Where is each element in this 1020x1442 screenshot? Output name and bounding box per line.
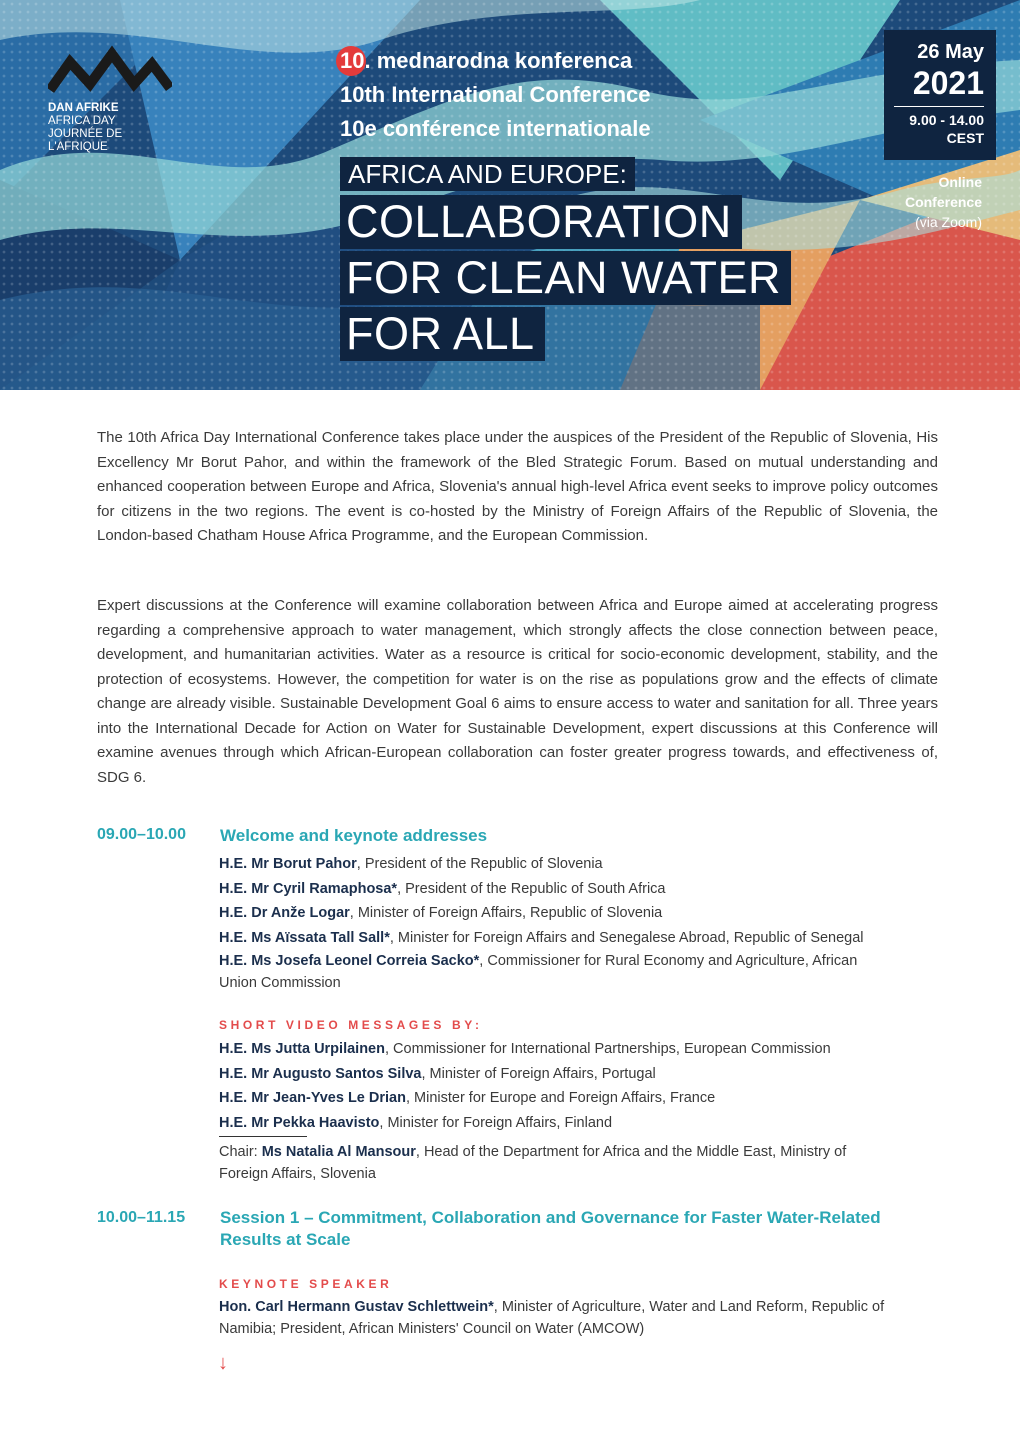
chair-info: Chair: Ms Natalia Al Mansour, Head of the Department for Africa and the Middle East, Ministry of Foreign Affairs, Slovenia	[219, 1144, 847, 1182]
conference-name-fr: 10e conférence internationale	[340, 116, 651, 141]
video-messages-label: SHORT VIDEO MESSAGES BY:	[219, 1018, 483, 1032]
speaker-list-welcome	[219, 852, 919, 994]
intro-paragraph-2: Expert discussions at the Conference will examine collaboration between Africa and Europe aimed at accelerating progress regarding a comprehensive approach to water management, which strongly affects the close connection between peace, development, and humanitarian activities. Water as a resource is critical for socio-economic development, stability, and the protection of ecosystems. However, the competition for water is on the rise as populations grow and the effects of climate change are already visible. Sustainable Development Goal 6 aims to ensure access to water and sanitation for all. Three years into the International Decade for Action on Water for Sustainable Development, expert discussions at this Conference will examine avenues through which African-European collaboration can foster greater progress towards, and effectiveness of, SDG 6.	[97, 597, 938, 786]
logo-text-en: AFRICA DAY	[48, 115, 116, 127]
video-speaker-row: H.E. Mr Jean-Yves Le Drian, Minister for Europe and Foreign Affairs, France	[219, 1090, 716, 1107]
session-time-1: 10.00–11.15	[97, 1209, 186, 1226]
video-speaker-row: H.E. Ms Jutta Urpilainen, Commissioner for International Partnerships, European Commission	[219, 1041, 831, 1057]
conference-name-en: 10th International Conference	[340, 82, 651, 107]
continue-arrow-icon: ↓	[218, 1352, 228, 1374]
date-year: 2021	[912, 65, 984, 101]
speaker-row: H.E. Ms Aïssata Tall Sall*, Minister for Foreign Affairs and Senegalese Abroad, Republic of Senegal	[219, 929, 864, 946]
speaker-row: H.E. Mr Borut Pahor, President of the Republic of Slovenia	[219, 856, 603, 872]
conference-name-sl: 10. mednarodna konferenca	[340, 44, 651, 78]
date-divider	[894, 106, 984, 107]
intro-paragraph-1: The 10th Africa Day International Conference takes place under the auspices of the President of the Republic of Slovenia, His Excellency Mr Borut Pahor, and within the framework of the Bled Strategic Forum. Based on mutual understanding and enhanced cooperation between Europe and Africa, Slovenia's annual high-level Africa event seeks to improve policy outcomes for citizens in the two regions. The event is co-hosted by the Ministry of Foreign Affairs of the Republic of Slovenia, the London-based Chatham House Africa Programme, and the European Commission.	[97, 429, 938, 544]
video-speaker-row: H.E. Mr Augusto Santos Silva, Minister of Foreign Affairs, Portugal	[219, 1065, 656, 1082]
title-line-2: FOR CLEAN WATER	[340, 251, 791, 305]
conference-label: Conference	[904, 194, 982, 210]
zoom-label: (via Zoom)	[915, 214, 982, 230]
video-speaker-row: H.E. Mr Pekka Haavisto, Minister for Foreign Affairs, Finland	[219, 1114, 613, 1131]
conference-number: 10.	[340, 44, 371, 78]
conference-names	[340, 44, 651, 146]
keynote-speaker-label: KEYNOTE SPEAKER	[219, 1277, 393, 1291]
session-title-1: Session 1 – Commitment, Collaboration and Governance for Faster Water-Related Results at Scale	[220, 1208, 881, 1249]
mountains-icon	[48, 44, 172, 96]
online-info	[860, 172, 982, 232]
speaker-row: H.E. Dr Anže Logar, Minister of Foreign Affairs, Republic of Slovenia	[219, 905, 663, 922]
date-box	[884, 30, 996, 160]
keynote-speaker-info: Hon. Carl Hermann Gustav Schlettwein*, Minister of Agriculture, Water and Land Reform, Republic of Namibia; President, African Ministers' Council on Water (AMCOW)	[219, 1299, 885, 1337]
conference-subtitle: AFRICA AND EUROPE:	[340, 157, 635, 191]
video-speaker-list	[219, 1037, 919, 1135]
event-time: 9.00 - 14.00	[909, 112, 984, 128]
event-timezone: CEST	[946, 130, 984, 146]
logo-text-fr2: L'AFRIQUE	[48, 141, 108, 153]
title-line-3: FOR ALL	[340, 307, 545, 361]
speaker-row: H.E. Ms Josefa Leonel Correia Sacko*, Commissioner for Rural Economy and Agriculture, African Union Commission	[219, 953, 858, 992]
logo-text-fr1: JOURNÉE DE	[48, 128, 123, 140]
header-banner	[0, 0, 1020, 390]
title-line-1: COLLABORATION	[340, 195, 742, 249]
online-label: Online	[938, 174, 982, 190]
chair-divider	[219, 1136, 307, 1137]
session-time-welcome: 09.00–10.00	[97, 826, 186, 843]
date-day: 26 May	[917, 41, 984, 63]
africa-day-logo	[48, 44, 178, 154]
session-title-welcome: Welcome and keynote addresses	[220, 826, 488, 845]
speaker-row: H.E. Mr Cyril Ramaphosa*, President of the Republic of South Africa	[219, 880, 666, 897]
logo-text-sl: DAN AFRIKE	[48, 102, 119, 114]
